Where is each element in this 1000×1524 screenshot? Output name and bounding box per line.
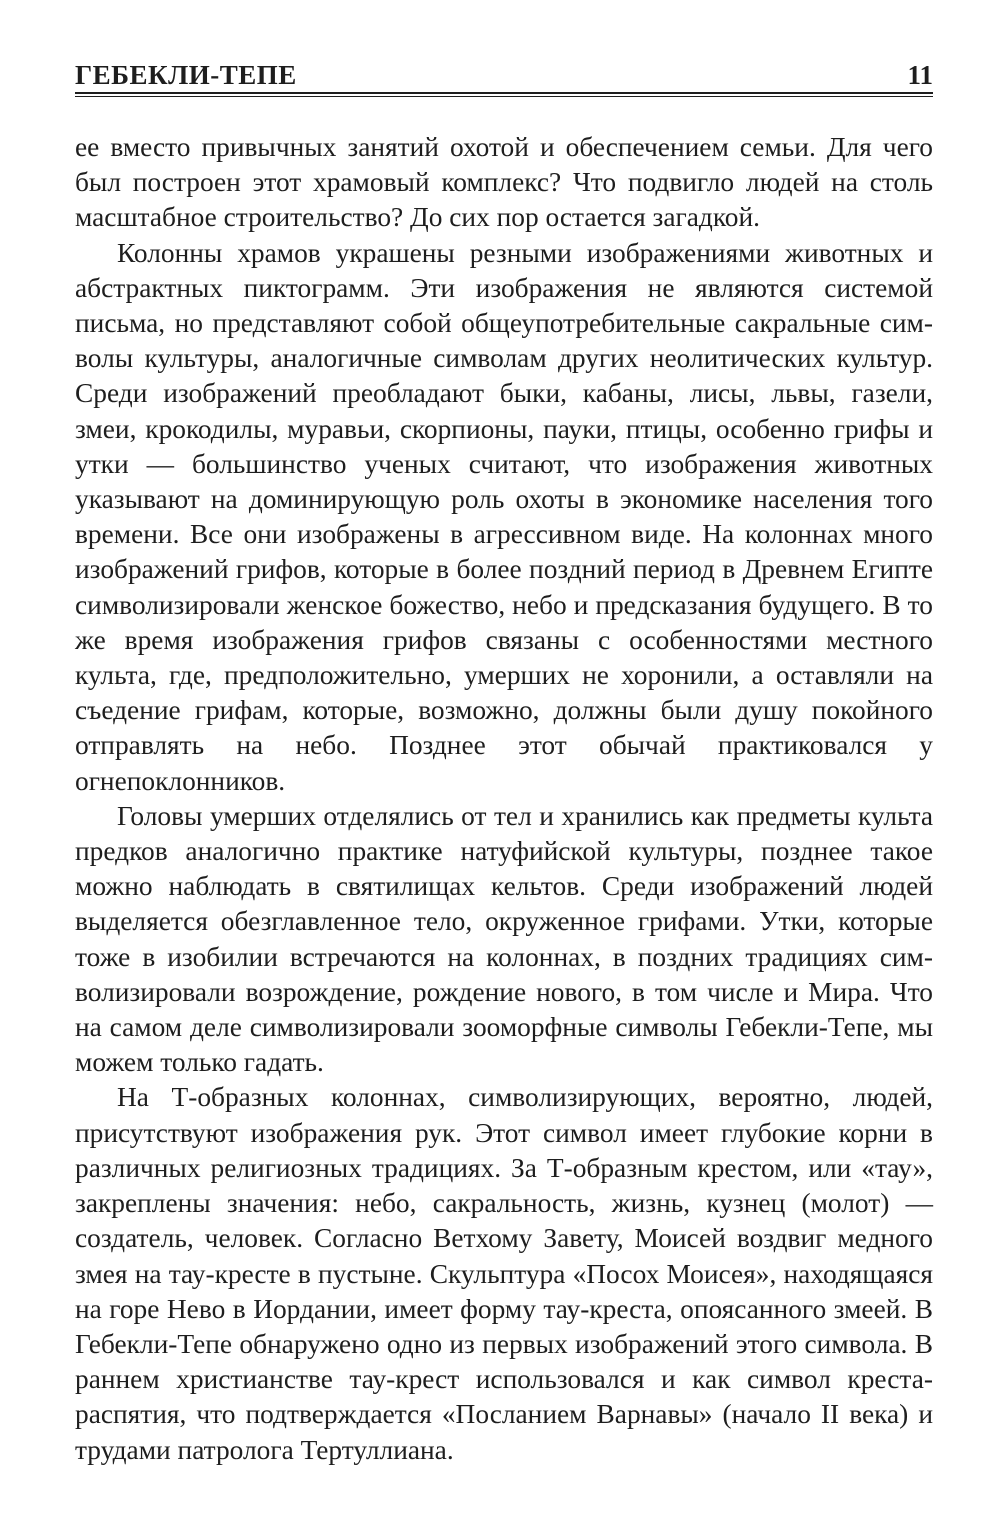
chapter-title: ГЕБЕКЛИ-ТЕПЕ: [75, 60, 297, 90]
body-text: [75, 130, 933, 1468]
paragraph-continuation: ее вместо привычных занятий охотой и обеспечением семьи. Для чего был построен этот храмовый комплекс? Что подвигло людей на столь масштабное строительство? До сих пор остается загадкой.: [75, 132, 933, 233]
book-page: [75, 0, 933, 1468]
paragraph: Головы умерших отделялись от тел и хранились как предметы культа предков аналогично практике натуфийской культуры, позднее такое можно наблюдать в святилищах кельтов. Среди изображений людей выделяется обезглавленное тело, окруженное грифами. Утки, которые тоже в изобилии встречаются на колоннах, в поздних традициях символизировали возрождение, рождение нового, в том числе и Мира. Что на самом деле символизировали зооморфные символы Гебекли-Тепе, мы можем только гадать.: [75, 800, 933, 1078]
paragraph: На Т-образных колоннах, символизирующих, вероятно, людей, присутствуют изображения рук. Этот символ имеет глубокие корни в различных религиозных традициях. За Т-образным крестом, или «тау», закреплены значения: небо, сакральность, жизнь, кузнец (молот) — создатель, человек. Согласно Ветхому Завету, Моисей воздвиг медного змея на тау-кресте в пустыне. Скульптура «Посох Моисея», находящаяся на горе Нево в Иордании, имеет форму тау-креста, опоясанного змеей. В Гебекли-Тепе обнаружено одно из первых изображений этого символа. В раннем христианстве тау-крест использовался и как символ креста-распятия, что подтверждается «Посланием Варнавы» (начало II века) и трудами патролога Тертуллиана.: [75, 1082, 933, 1465]
page-number: 11: [907, 60, 933, 90]
paragraph: Колонны храмов украшены резными изображениями животных и абстрактных пиктограмм. Эти изображения не являются системой письма, но представляют собой общеупотребительные сакральные символы культуры, аналогичные символам других неолитических культур. Среди изображений преобладают быки, кабаны, лисы, львы, газели, змеи, крокодилы, муравьи, скорпионы, пауки, птицы, особенно грифы и утки — большинство ученых считают, что изображения животных указывают на доминирующую роль охоты в экономике населения того времени. Все они изображены в агрессивном виде. На колоннах много изображений грифов, которые в более поздний период в Древнем Египте символизировали женское божество, небо и предсказания будущего. В то же время изображения грифов связаны с особенностями местного культа, где, предположительно, умерших не хоронили, а оставляли на съедение грифам, которые, возможно, должны были душу покойного отправлять на небо. Позднее этот обычай практиковался у огнепоклонников.: [75, 237, 933, 796]
header-rule: [75, 92, 933, 97]
running-head: [75, 0, 933, 96]
